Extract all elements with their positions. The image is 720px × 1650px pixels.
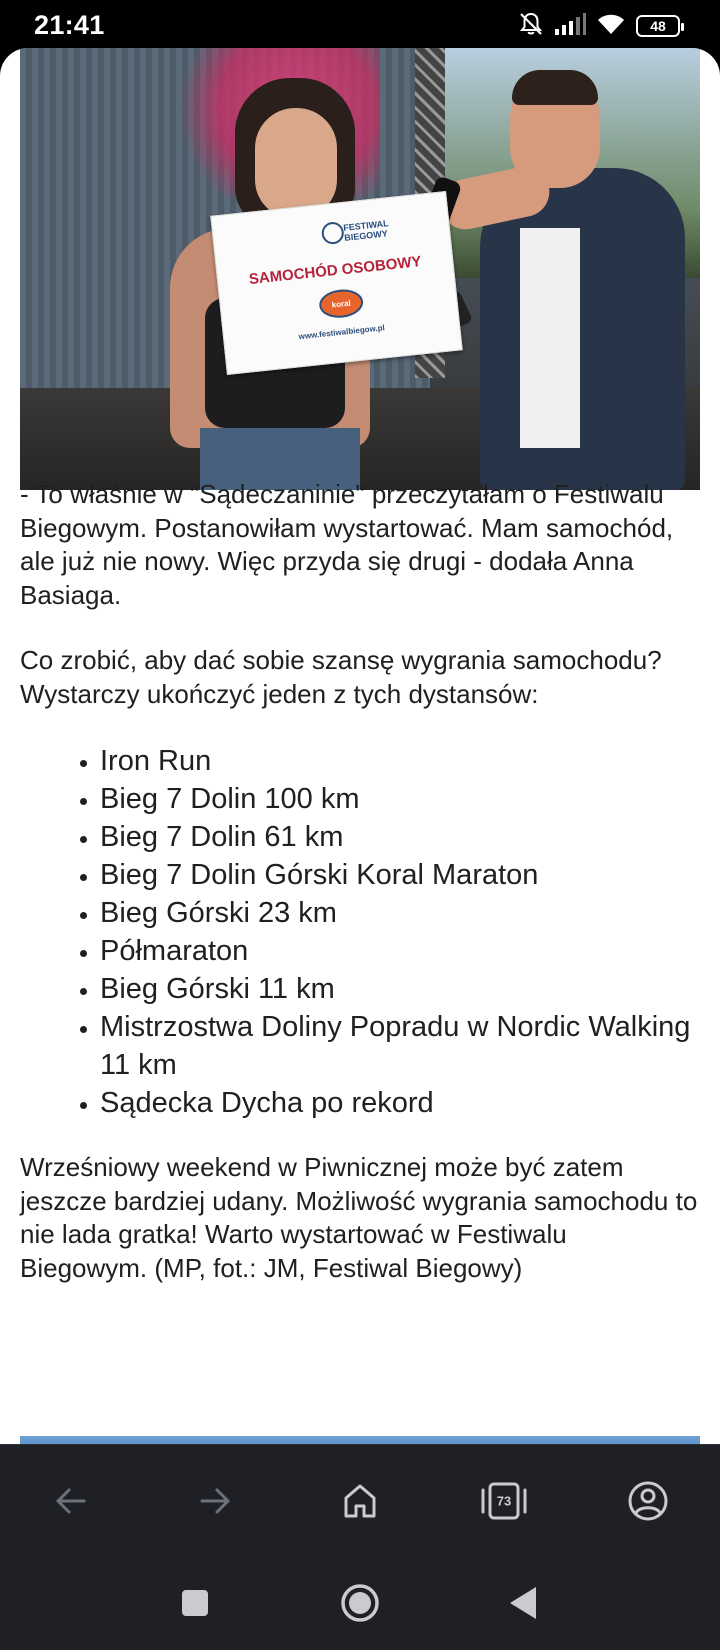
tabs-button[interactable] xyxy=(476,1473,532,1529)
back-button[interactable] xyxy=(43,1473,99,1529)
back-icon xyxy=(53,1483,89,1519)
sign-title: SAMOCHÓD OSOBOWY xyxy=(248,253,423,289)
page-content[interactable] xyxy=(0,48,720,1444)
photo-woman-face xyxy=(255,108,337,218)
wifi-icon xyxy=(596,12,626,41)
distance-list xyxy=(20,742,700,1122)
article-paragraph: - To właśnie w "Sądeczaninie" przeczytałam o Festiwalu Biegowym. Postanowiłam wystartować. Mam samochód, ale już nie nowy. Więc przyda się drugi - dodała Anna Basiaga. xyxy=(20,479,674,610)
system-home-button[interactable] xyxy=(335,1578,385,1628)
account-button[interactable] xyxy=(620,1473,676,1529)
sign-url: www.festiwalbiegow.pl xyxy=(298,323,386,342)
list-item: • Półmaraton xyxy=(100,932,700,970)
photo-man-shirt xyxy=(520,228,580,448)
next-article-photo[interactable] xyxy=(20,1436,700,1444)
list-item: • Bieg 7 Dolin 100 km xyxy=(100,780,700,818)
list-item: • Sądecka Dycha po rekord xyxy=(100,1084,700,1122)
article-paragraph: Co zrobić, aby dać sobie szansę wygrania samochodu? Wystarczy ukończyć jeden z tych dystansów: xyxy=(20,645,662,709)
list-item: • Bieg 7 Dolin Górski Koral Maraton xyxy=(100,856,700,894)
browser-toolbar xyxy=(0,1444,720,1557)
list-item: • Bieg Górski 23 km xyxy=(100,894,700,932)
signal-icon xyxy=(554,12,586,41)
system-back-button[interactable] xyxy=(498,1578,548,1628)
home-button[interactable] xyxy=(332,1473,388,1529)
home-circle-icon xyxy=(339,1582,381,1624)
recents-button[interactable] xyxy=(170,1578,220,1628)
account-icon xyxy=(627,1480,669,1522)
system-navbar xyxy=(0,1556,720,1650)
globe-icon xyxy=(321,221,345,245)
forward-button[interactable] xyxy=(187,1473,243,1529)
article-body xyxy=(20,478,700,1285)
sign-logo: FESTIWAL BIEGOWY xyxy=(342,218,389,243)
battery-level: 48 xyxy=(650,18,666,34)
sign-badge: koral xyxy=(318,287,365,319)
article-photo[interactable] xyxy=(20,48,700,490)
forward-icon xyxy=(197,1483,233,1519)
back-triangle-icon xyxy=(507,1585,539,1621)
prize-sign xyxy=(210,191,462,375)
status-icons xyxy=(518,12,680,40)
status-time: 21:41 xyxy=(34,10,105,40)
recents-icon xyxy=(180,1588,210,1618)
list-item: • Iron Run xyxy=(100,742,700,780)
list-item: • Bieg 7 Dolin 61 km xyxy=(100,818,700,856)
home-icon xyxy=(341,1482,379,1520)
list-item: • Bieg Górski 11 km xyxy=(100,970,700,1008)
article-paragraph: Wrześniowy weekend w Piwnicznej może być zatem jeszcze bardziej udany. Możliwość wygrania samochodu to nie lada gratka! Warto wystartować w Festiwalu Biegowym. (MP, fot.: JM, Festiwal Biegowy) xyxy=(20,1152,698,1283)
tab-count: 73 xyxy=(496,1493,512,1509)
battery-icon xyxy=(636,15,680,37)
photo-man-hair xyxy=(512,70,598,105)
bell-off-icon xyxy=(518,11,544,42)
status-bar xyxy=(0,0,720,50)
list-item: • Mistrzostwa Doliny Popradu w Nordic Walking 11 km xyxy=(100,1008,700,1084)
